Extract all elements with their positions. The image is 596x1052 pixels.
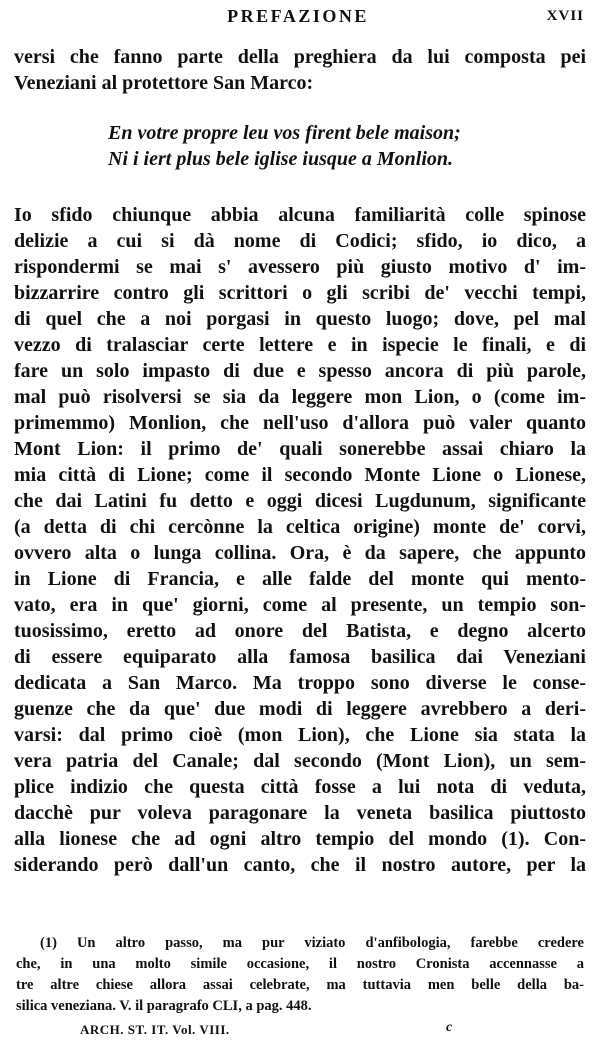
paragraph-line: primemmo) Monlion, che nell'uso d'allora può valer quanto — [14, 412, 586, 434]
paragraph-line: siderando però dall'un canto, che il nostro autore, per la — [14, 854, 586, 876]
paragraph-line: Io sfido chiunque abbia alcuna familiarità colle spinose — [14, 204, 586, 226]
intro-line: Veneziani al protettore San Marco: — [14, 72, 314, 94]
signature-line: ARCH. ST. IT. Vol. VIII. — [80, 1022, 230, 1037]
paragraph-line: tuosissimo, eretto ad onore del Batista, e degno alcerto — [14, 620, 586, 642]
paragraph-line: vato, era in que' giorni, come al presente, un tempio son- — [14, 594, 586, 616]
paragraph-line: plice indizio che questa città fosse a lui nota di veduta, — [14, 776, 586, 798]
paragraph-line: ovvero alta o lunga collina. Ora, è da sapere, che appunto — [14, 542, 586, 564]
paragraph-line: dacchè pur voleva paragonare la veneta basilica piuttosto — [14, 802, 586, 824]
paragraph-line: varsi: dal primo cioè (mon Lion), che Lione sia stata la — [14, 724, 586, 746]
footnote-line: che, in una molto simile occasione, il nostro Cronista accennasse a — [16, 956, 584, 972]
footnote-line: tre altre chiese allora assai celebrate, ma tuttavia men belle della ba- — [16, 977, 584, 993]
paragraph-line: che dai Latini fu detto e oggi dicesi Lugdunum, significante — [14, 490, 586, 512]
paragraph-line: guenze che da que' due modi di leggere avrebbero a deri- — [14, 698, 586, 720]
paragraph-line: bizzarrire contro gli scrittori o gli scribi de' vecchi tempi, — [14, 282, 586, 304]
footnote — [16, 933, 584, 1017]
paragraph-line: di essere equiparato alla famosa basilica dai Veneziani — [14, 646, 586, 668]
signature-mark: c — [446, 1020, 453, 1035]
footnote-line: (1) Un altro passo, ma pur viziato d'anfibologia, farebbe credere — [40, 935, 584, 951]
paragraph-line: vera patria del Canale; dal secondo (Mont Lion), un sem- — [14, 750, 586, 772]
paragraph-line: rispondermi se mai s' avessero più giusto motivo d' im- — [14, 256, 586, 278]
paragraph-line: delizie a cui si dà nome di Codici; sfido, io dico, a — [14, 230, 586, 252]
paragraph-line: vezzo di tralasciar certe lettere e in ispecie le finali, e di — [14, 334, 586, 356]
paragraph-line: fare un solo impasto di due e spesso ancora di più parole, — [14, 360, 586, 382]
paragraph-line: dedicata a San Marco. Ma troppo sono diverse le conse- — [14, 672, 586, 694]
intro-line: versi che fanno parte della preghiera da lui composta pei — [14, 46, 586, 68]
intro-text — [14, 44, 586, 96]
footnote-line: silica veneziana. V. il paragrafo CLI, a pag. 448. — [16, 998, 312, 1014]
paragraph-line: di quel che a noi porgasi in questo luogo; dove, pel mal — [14, 308, 586, 330]
page-number: XVII — [546, 8, 584, 24]
paragraph-line: in Lione di Francia, e alle falde del monte qui mento- — [14, 568, 586, 590]
verse-quotation — [108, 120, 461, 172]
verse-line: En votre propre leu vos firent bele maison; — [108, 122, 461, 144]
verse-line: Ni i iert plus bele iglise iusque a Monlion. — [108, 148, 454, 170]
running-title: PREFAZIONE — [227, 6, 369, 26]
paragraph-line: Mont Lion: il primo de' quali sonerebbe assai chiaro la — [14, 438, 586, 460]
page-header — [0, 6, 596, 32]
paragraph-line: mia città di Lione; come il secondo Monte Lione o Lionese, — [14, 464, 586, 486]
paragraph-line: mal può risolversi se sia da leggere mon Lion, o (come im- — [14, 386, 586, 408]
main-paragraph — [14, 202, 586, 878]
paragraph-line: (a detta di chi cercònne la celtica origine) monte de' corvi, — [14, 516, 586, 538]
paragraph-line: alla lionese che ad ogni altro tempio del mondo (1). Con- — [14, 828, 586, 850]
